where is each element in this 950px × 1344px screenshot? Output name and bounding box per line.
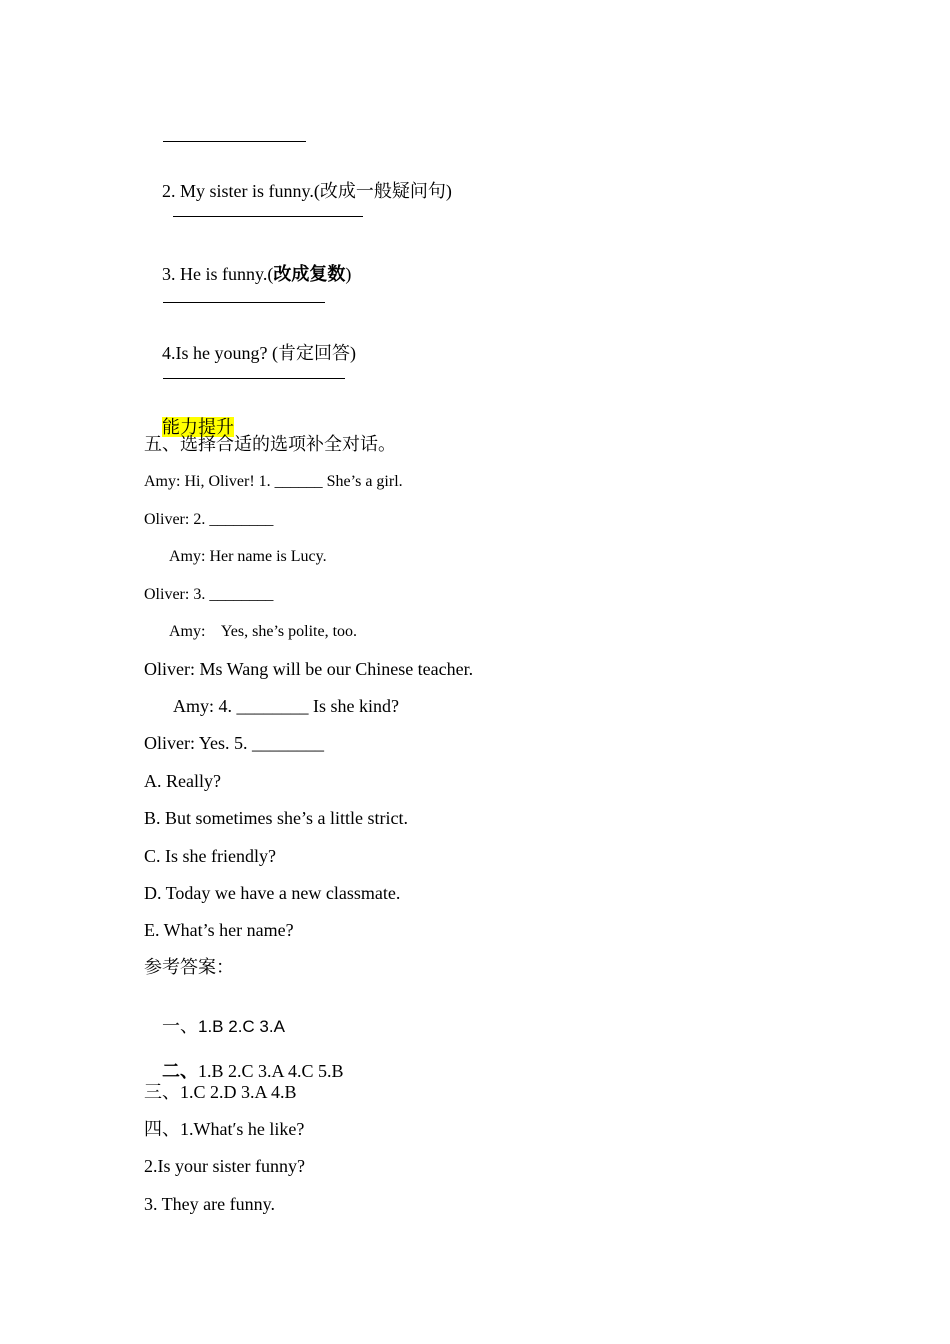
dialogue-line-3: Amy: Her name is Lucy.: [169, 548, 327, 565]
dialogue-line-7: Amy: 4. ________ Is she kind?: [173, 696, 399, 716]
section-tag-label: 能力提升: [162, 416, 234, 437]
question-3: [144, 243, 351, 305]
option-c: C. Is she friendly?: [144, 846, 276, 866]
question-2: [144, 160, 452, 222]
option-a: A. Really?: [144, 771, 221, 791]
question-4-note: (肯定回答): [271, 342, 356, 363]
option-d: D. Today we have a new classmate.: [144, 883, 401, 903]
question-2-note: (改成一般疑问句): [313, 180, 452, 201]
question-2-text: 2. My sister is funny.: [162, 180, 314, 201]
question-3-note: 改成复数: [273, 263, 346, 284]
answer-4-line-2: 2.Is your sister funny?: [144, 1156, 305, 1176]
dialogue-line-5: Amy: Yes, she’s polite, too.: [169, 623, 358, 640]
answer-blank-3: [163, 302, 325, 303]
question-3-text: 3. He is funny.(: [162, 263, 274, 284]
answer-2-prefix: 二、: [162, 1060, 198, 1081]
question-3-close: ): [345, 263, 352, 284]
option-b: B. But sometimes she’s a little strict.: [144, 808, 408, 828]
exercise-5-title: 五、选择合适的选项补全对话。: [144, 434, 396, 454]
option-e: E. What’s her name?: [144, 920, 294, 940]
dialogue-line-4: Oliver: 3. ________: [144, 586, 274, 603]
dialogue-line-6: Oliver: Ms Wang will be our Chinese teacher.: [144, 659, 474, 679]
answer-1-body: 1.B 2.C 3.A: [198, 1016, 285, 1036]
dialogue-line-1: Amy: Hi, Oliver! 1. ______ She’s a girl.: [144, 473, 403, 490]
answer-2-body: 1.B 2.C 3.A 4.C 5.B: [198, 1060, 344, 1081]
answer-section-4: 四、1.What′s he like?: [144, 1119, 305, 1139]
answers-title: 参考答案：: [144, 957, 234, 977]
dialogue-line-2: Oliver: 2. ________: [144, 511, 274, 528]
answer-blank-1: [163, 141, 306, 142]
answer-blank-4: [163, 378, 345, 379]
answer-4-line-3: 3. They are funny.: [144, 1194, 275, 1214]
answer-1-prefix: 一、: [162, 1015, 198, 1036]
answer-section-3: 三、1.C 2.D 3.A 4.B: [144, 1082, 297, 1102]
answer-blank-2: [173, 216, 363, 217]
question-4-text: 4.Is he young?: [162, 342, 272, 363]
dialogue-line-8: Oliver: Yes. 5. ________: [144, 733, 325, 753]
question-4: [144, 322, 356, 384]
